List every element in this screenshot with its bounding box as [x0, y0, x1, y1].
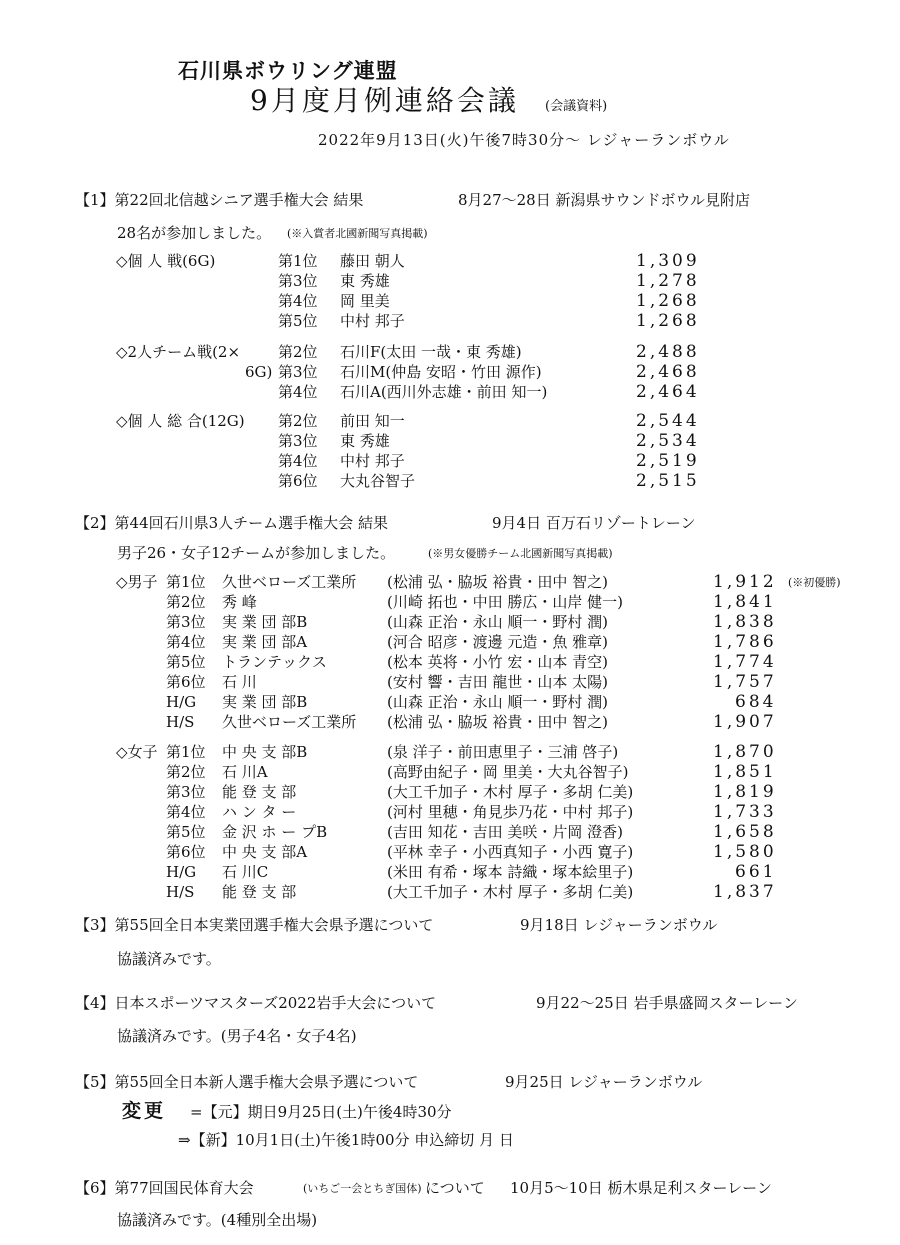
women-members: (吉田 知花・吉田 美咲・片岡 澄香): [387, 823, 624, 841]
women-rank: H/G: [166, 863, 197, 881]
women-team: 石 川C: [222, 863, 269, 881]
change-label: 変更: [122, 1100, 167, 1122]
change-new: ⇒【新】10月1日(土)午後1時00分 申込締切 月 日: [178, 1131, 514, 1149]
individual-score: 1,268: [636, 291, 700, 311]
total-rank: 第4位: [278, 452, 318, 470]
men-team: 実 業 団 部A: [222, 633, 308, 651]
section-2-heading: 【2】第44回石川県3人チーム選手権大会 結果: [75, 514, 388, 532]
women-score: 1,837: [713, 882, 777, 902]
men-members: (松本 英将・小竹 宏・山本 青空): [387, 653, 609, 671]
pair-score: 2,464: [636, 382, 700, 402]
men-rank: 第6位: [166, 673, 206, 691]
total-score: 2,515: [636, 471, 700, 491]
section-5-date-place: 9月25日 レジャーランボウル: [505, 1073, 703, 1091]
total-name: 東 秀雄: [340, 432, 390, 450]
men-members: (山森 正治・永山 順一・野村 潤): [387, 693, 609, 711]
total-score: 2,519: [636, 451, 700, 471]
total-score: 2,544: [636, 411, 700, 431]
individual-name: 中村 邦子: [340, 312, 405, 330]
individual-rank: 第5位: [278, 312, 318, 330]
women-team: ハ ン タ ー: [222, 803, 297, 821]
section-2-note-small: (※男女優勝チーム北國新聞写真掲載): [428, 547, 613, 560]
men-score: 1,757: [713, 672, 777, 692]
men-rank: H/S: [166, 713, 195, 731]
women-score: 1,870: [713, 742, 777, 762]
meeting-date: 2022年9月13日(火)午後7時30分〜 レジャーランボウル: [318, 131, 730, 149]
individual-name: 東 秀雄: [340, 272, 390, 290]
total-rank: 第2位: [278, 412, 318, 430]
women-team: 石 川A: [222, 763, 268, 781]
women-members: (泉 洋子・前田恵里子・三浦 啓子): [387, 743, 619, 761]
total-rank: 第3位: [278, 432, 318, 450]
women-team: 金 沢 ホ ー プB: [222, 823, 328, 841]
women-members: (大工千加子・木村 厚子・多胡 仁美): [387, 783, 634, 801]
section-6-date-place: 10月5〜10日 栃木県足利スターレーン: [510, 1179, 772, 1197]
section-3-heading: 【3】第55回全日本実業団選手権大会県予選について: [75, 916, 434, 934]
section-1-date-place: 8月27〜28日 新潟県サウンドボウル見附店: [458, 191, 751, 209]
women-team: 中 央 支 部A: [222, 843, 308, 861]
pair-name: 石川M(仲島 安昭・竹田 源作): [340, 363, 542, 381]
section-3-date-place: 9月18日 レジャーランボウル: [520, 916, 718, 934]
section-6-heading: 【6】第77回国民体育大会: [75, 1179, 254, 1197]
pair-rank: 第2位: [278, 343, 318, 361]
men-members: (河合 昭彦・渡邊 元造・魚 雅章): [387, 633, 609, 651]
men-members: (川崎 拓也・中田 勝広・山岸 健一): [387, 593, 624, 611]
men-rank: 第1位: [166, 573, 206, 591]
men-members: (松浦 弘・脇坂 裕貴・田中 智之): [387, 713, 609, 731]
women-members: (高野由紀子・岡 里美・大丸谷智子): [387, 763, 629, 781]
individual-score: 1,268: [636, 311, 700, 331]
women-members: (大工千加子・木村 厚子・多胡 仁美): [387, 883, 634, 901]
women-team: 能 登 支 部: [222, 783, 297, 801]
men-score: 684: [735, 692, 777, 712]
meeting-title: 9月度月例連絡会議: [250, 84, 519, 117]
men-members: (安村 響・吉田 龍世・山本 太陽): [387, 673, 609, 691]
section-1-note: 28名が参加しました。: [117, 224, 272, 242]
women-rank: 第1位: [166, 743, 206, 761]
men-score: 1,841: [713, 592, 777, 612]
men-score: 1,912: [713, 572, 777, 592]
pair-rank: 第4位: [278, 383, 318, 401]
pair-name: 石川A(西川外志雄・前田 知一): [340, 383, 548, 401]
individual-score: 1,309: [636, 251, 700, 271]
women-members: (平林 幸子・小西真知子・小西 寛子): [387, 843, 634, 861]
men-members: (山森 正治・永山 順一・野村 潤): [387, 613, 609, 631]
women-score: 1,851: [713, 762, 777, 782]
men-team: 久世ベローズ工業所: [222, 573, 357, 591]
men-note: (※初優勝): [788, 576, 841, 589]
women-score: 1,658: [713, 822, 777, 842]
men-category: ◇男子: [116, 573, 158, 591]
change-old: =【元】期日9月25日(土)午後4時30分: [190, 1103, 452, 1121]
women-score: 1,580: [713, 842, 777, 862]
women-category: ◇女子: [116, 743, 158, 761]
women-rank: 第4位: [166, 803, 206, 821]
men-team: 秀 峰: [222, 593, 257, 611]
section-4-heading: 【4】日本スポーツマスターズ2022岩手大会について: [75, 994, 437, 1012]
women-rank: 第6位: [166, 843, 206, 861]
individual-rank: 第1位: [278, 252, 318, 270]
section-6-heading-small: (いちご一会とちぎ国体): [303, 1182, 422, 1195]
pair-rank: 第3位: [278, 363, 318, 381]
section-6-heading-suffix: について: [425, 1179, 485, 1197]
section-1-heading: 【1】第22回北信越シニア選手権大会 結果: [75, 191, 364, 209]
men-team: 実 業 団 部B: [222, 613, 308, 631]
men-rank: 第4位: [166, 633, 206, 651]
women-score: 1,733: [713, 802, 777, 822]
total-name: 前田 知一: [340, 412, 405, 430]
men-team: 石 川: [222, 673, 257, 691]
men-score: 1,838: [713, 612, 777, 632]
individual-rank: 第4位: [278, 292, 318, 310]
women-members: (米田 有希・塚本 詩織・塚本絵里子): [387, 863, 634, 881]
women-score: 661: [735, 862, 777, 882]
men-members: (松浦 弘・脇坂 裕貴・田中 智之): [387, 573, 609, 591]
section-1-note-small: (※入賞者北國新聞写真掲載): [287, 227, 428, 240]
pair-score: 2,488: [636, 342, 700, 362]
men-score: 1,774: [713, 652, 777, 672]
section-4-note: 協議済みです。(男子4名・女子4名): [117, 1027, 357, 1045]
org-name: 石川県ボウリング連盟: [178, 58, 398, 83]
men-score: 1,786: [713, 632, 777, 652]
women-members: (河村 里穂・角見歩乃花・中村 邦子): [387, 803, 634, 821]
women-rank: 第3位: [166, 783, 206, 801]
individual-category: ◇個 人 戦(6G): [116, 252, 216, 270]
section-2-date-place: 9月4日 百万石リゾートレーン: [492, 514, 696, 532]
women-team: 中 央 支 部B: [222, 743, 308, 761]
women-rank: H/S: [166, 883, 195, 901]
women-score: 1,819: [713, 782, 777, 802]
total-name: 中村 邦子: [340, 452, 405, 470]
individual-rank: 第3位: [278, 272, 318, 290]
total-category: ◇個 人 総 合(12G): [116, 412, 245, 430]
meeting-subtitle: (会議資料): [545, 99, 608, 114]
men-score: 1,907: [713, 712, 777, 732]
section-2-note: 男子26・女子12チームが参加しました。: [117, 544, 396, 562]
individual-score: 1,278: [636, 271, 700, 291]
men-team: 実 業 団 部B: [222, 693, 308, 711]
individual-name: 藤田 朝人: [340, 252, 405, 270]
men-rank: 第2位: [166, 593, 206, 611]
men-rank: 第3位: [166, 613, 206, 631]
men-rank: H/G: [166, 693, 197, 711]
women-rank: 第2位: [166, 763, 206, 781]
pair-category-cont: 6G): [245, 363, 273, 381]
section-3-note: 協議済みです。: [117, 950, 221, 968]
section-5-heading: 【5】第55回全日本新人選手権大会県予選について: [75, 1073, 419, 1091]
section-6-note: 協議済みです。(4種別全出場): [117, 1211, 318, 1229]
total-rank: 第6位: [278, 472, 318, 490]
pair-score: 2,468: [636, 362, 700, 382]
total-name: 大丸谷智子: [340, 472, 416, 490]
section-4-date-place: 9月22〜25日 岩手県盛岡スターレーン: [536, 994, 798, 1012]
individual-name: 岡 里美: [340, 292, 390, 310]
pair-category: ◇2人チーム戦(2×: [116, 343, 241, 361]
men-team: 久世ベローズ工業所: [222, 713, 357, 731]
men-rank: 第5位: [166, 653, 206, 671]
women-team: 能 登 支 部: [222, 883, 297, 901]
pair-name: 石川F(太田 一哉・東 秀雄): [340, 343, 522, 361]
women-rank: 第5位: [166, 823, 206, 841]
total-score: 2,534: [636, 431, 700, 451]
men-team: トランテックス: [222, 653, 327, 671]
